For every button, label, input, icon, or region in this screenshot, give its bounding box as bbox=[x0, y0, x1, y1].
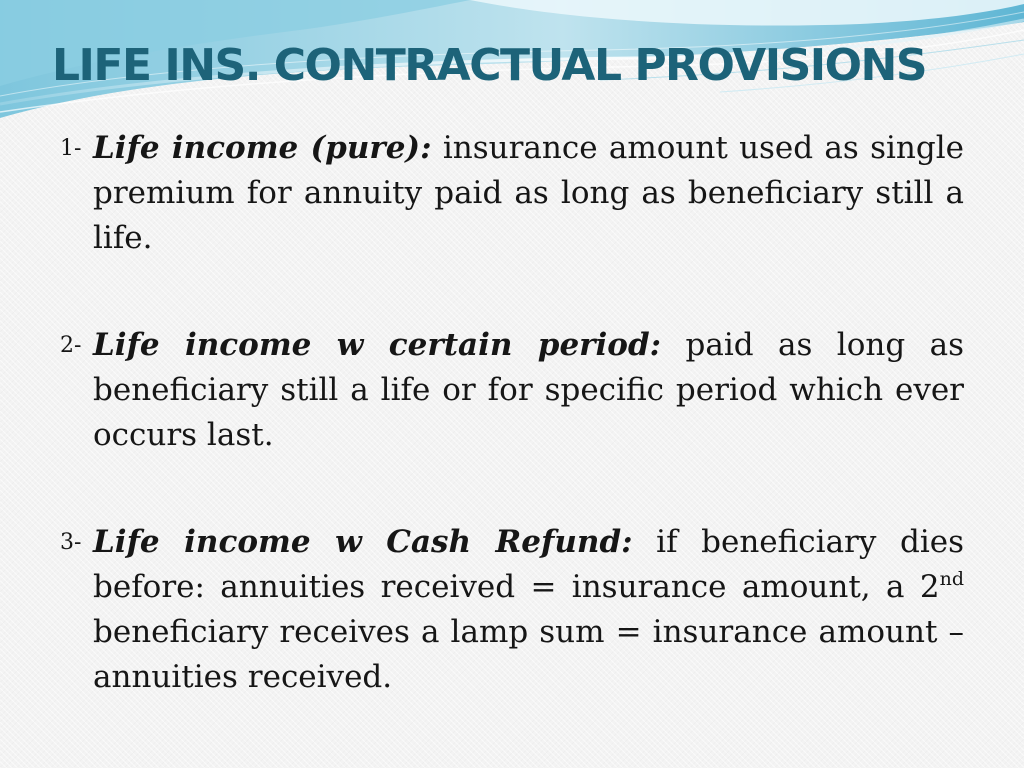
provision-term: Life income w certain period: bbox=[93, 327, 662, 363]
slide-title: LIFE INS. CONTRACTUAL PROVISIONS bbox=[52, 40, 927, 91]
provision-number: 1- bbox=[60, 136, 82, 161]
provision-term: Life income w Cash Refund: bbox=[93, 524, 633, 560]
provision-term: Life income (pure): bbox=[93, 130, 432, 166]
provision-description: if beneficiary dies before: annuities received = insurance amount, a 2 bbox=[93, 524, 964, 605]
provision-item bbox=[60, 126, 964, 261]
ordinal-superscript: nd bbox=[939, 568, 964, 590]
provision-item bbox=[60, 520, 964, 700]
provision-description: paid as long as beneficiary still a life or for specific period which ever occurs last. bbox=[93, 327, 964, 453]
provision-number: 2- bbox=[60, 333, 82, 358]
provision-list bbox=[60, 126, 964, 762]
provision-item bbox=[60, 323, 964, 458]
provision-number: 3- bbox=[60, 530, 82, 555]
provision-description: insurance amount used as single premium for annuity paid as long as beneficiary still a life. bbox=[93, 130, 964, 256]
provision-description-continued: beneficiary receives a lamp sum = insurance amount – annuities received. bbox=[93, 614, 964, 695]
